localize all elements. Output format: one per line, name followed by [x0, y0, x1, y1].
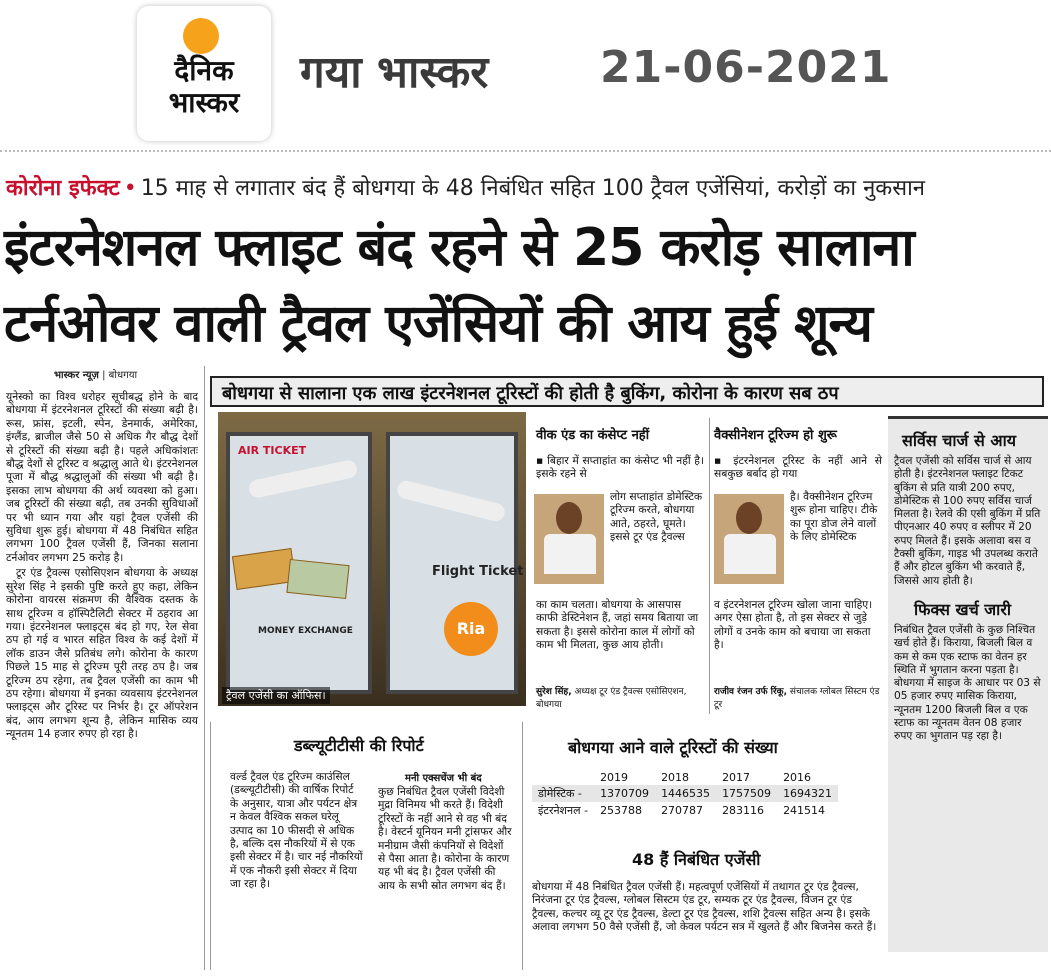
kicker — [6, 172, 925, 202]
cell: 253788 — [600, 804, 643, 817]
column-rule — [204, 366, 205, 970]
kicker-bullet: • — [123, 176, 137, 201]
cell: 241514 — [783, 804, 826, 817]
sidebar-box — [888, 416, 1048, 952]
column-rule — [709, 418, 710, 714]
registered-text: बोधगया में 48 निबंधित ट्रैवल एजेंसी हैं। महत्वपूर्ण एजेंसियों में तथागत टूर एंड ट्रैवल्स, निरंजना टूर एंड ट्रैवल्स, ग्लोबल सिस्टम एंड टूर, सम्यक टूर एंड ट्रैवल्स, विजन टूर एंड ट्रैवल्स, कल्चर व्यू टूर एंड ट्रैवल्स, डेल्टा टूर एंड ट्रैवल्स, शशि ट्रैवल्स सहित अन्य है। इसके अलावा लगभग 50 वैसे एजेंसी हैं, जो केवल पर्यटन सत्र में खुलते हैं और बिजनेस करते हैं। — [532, 880, 877, 934]
vaccine-name: राजीव रंजन उर्फ रिंकू, — [714, 687, 787, 697]
fixed-text: निबंधित ट्रैवल एजेंसी के कुछ निश्चित खर्च होते हैं। किराया, बिजली बिल व कम से कम एक स्टाफ का वेतन हर स्थिति में भुगतान करना पड़ता है। बोधगया में साइज के आधार पर 03 से 05 हजार रुपए मासिक किराया, न्यूनतम 1200 बिजली बिल व एक स्टाफ का न्यूनतम वेतन 08 हजार रुपए का भुगतान पड़ रहा है। — [894, 623, 1041, 743]
story-banner: बोधगया से सालाना एक लाख इंटरनेशनल टूरिस्टों की होती है बुकिंग, कोरोना के कारण सब ठप — [210, 376, 1044, 407]
table-row — [532, 785, 838, 802]
left-para1: यूनेस्को का विश्व धरोहर सूचीबद्ध होने के बाद बोधगया में इंटरनेशनल टूरिस्टों की संख्या बढ़ी है। रूस, फ्रांस, इटली, स्पेन, डेनमार्क, अमेरिका, इंग्लैंड, ब्राजील जैसे 50 से अधिक गैर बौद्ध देशों से टूरिस्टों की संख्या बढ़ी है। पहले अधिकांशतः बौद्ध देशों से टूरिस्ट व श्रद्धालु आते थे। इंटरनेशनल पूजा में बौद्ध श्रद्धालुओं की संख्या भी बढ़ी है। इसका लाभ बोधगया की अर्थ व्यवस्था को हुआ। जब टूरिस्टों की संख्या बढ़ी, तब उनकी सुविधाओं पर भी ध्यान गया और यहां ट्रैवल एजेंसी की सुविधा शुरू हुई। बोधगया में 48 निबंधित सहित लगभग 100 ट्रैवल एजेंसी हैं, जिनका सलाना टर्नओवर लगभग 25 करोड़ है। — [6, 390, 198, 564]
cell: 1694321 — [783, 787, 833, 800]
cell: 1757509 — [722, 787, 772, 800]
edition-date: 21-06-2021 — [600, 42, 892, 93]
registered-title: 48 हैं निबंधित एजेंसी — [632, 850, 761, 869]
photo-sign-flight-ticket: Flight Ticket — [432, 564, 524, 579]
rajiv-ranjan-photo — [714, 494, 784, 584]
vaccine-title: वैक्सीनेशन टूरिज्म हो शुरू — [714, 428, 837, 443]
wttc-title: डब्ल्यूटीटीसी की रिपोर्ट — [294, 736, 424, 755]
logo-line1: दैनिक — [174, 54, 234, 87]
column-rule — [522, 722, 523, 970]
photo-sign-money-exchange: MONEY EXCHANGE — [258, 626, 353, 636]
photo-sign-air-ticket: AIR TICKET — [238, 444, 307, 457]
suresh-singh-photo — [534, 494, 604, 584]
tourists-header-row — [532, 770, 838, 785]
headline-line2: टर्नओवर वाली ट्रैवल एजेंसियों की आय हुई शून्य — [4, 294, 872, 354]
bullet-icon: ▪ — [714, 454, 734, 467]
kicker-text: 15 माह से लगातार बंद हैं बोधगया के 48 निबंधित सहित 100 ट्रैवल एजेंसियां, करोड़ों का नुकसान — [140, 176, 925, 201]
photo-caption: ट्रैवल एजेंसी का ऑफिस। — [222, 687, 330, 704]
masthead-divider — [0, 150, 1051, 152]
kicker-label: कोरोना इफेक्ट — [6, 176, 120, 201]
cell: 283116 — [722, 804, 765, 817]
tourists-table — [532, 770, 838, 819]
photo-sign-ria: Ria — [444, 602, 498, 656]
fixed-title: फिक्स खर्च जारी — [914, 599, 1012, 619]
banknote-icon — [286, 559, 349, 599]
vaccine-wrap: है। वैक्सीनेशन टूरिज्म शुरू होना चाहिए। टीके का पूरा डोज लेने वालों के लिए डोमेस्टिक — [790, 490, 878, 544]
year-header: 2019 — [600, 771, 629, 784]
travel-agency-photo — [218, 412, 526, 706]
vaccine-rest: व इंटरनेशनल टूरिज्म खोला जाना चाहिए। अगर ऐसा होता है, तो इस सेक्टर से जुड़े लोगों व उनके काम को बचाया जा सकता है। — [714, 598, 873, 652]
service-title: सर्विस चार्ज से आय — [902, 431, 1017, 450]
photo-window-right — [386, 432, 518, 694]
weekend-wrap: लोग सप्ताहांत डोमेस्टिक टूरिज्म करते, बोधगया आते, ठहरते, घूमते। इससे टूर एंड ट्रैवल्स — [610, 490, 703, 544]
money-title: मनी एक्सचेंज भी बंद — [405, 773, 482, 784]
byline: भास्कर न्यूज़ | बोधगया — [54, 370, 138, 381]
vaccine-attribution — [714, 686, 882, 712]
year-header: 2016 — [783, 771, 812, 784]
left-column — [6, 390, 198, 970]
year-header: 2017 — [722, 771, 751, 784]
vaccine-role: संचालक ग्लोबल सिस्टम एंड टूर — [714, 687, 880, 710]
weekend-attribution — [536, 686, 704, 712]
weekend-intro — [536, 454, 704, 481]
sun-icon — [183, 18, 219, 54]
dainik-bhaskar-logo — [137, 6, 271, 141]
weekend-role: अध्यक्ष टूर एंड ट्रैवल्स एसोसिएशन, बोधगया — [536, 687, 687, 710]
headline-line1: इंटरनेशनल फ्लाइट बंद रहने से 25 करोड़ सालाना — [4, 218, 914, 278]
money-text: कुछ निबंधित ट्रैवल एजेंसी विदेशी मुद्रा विनिमय भी करते हैं। विदेशी टूरिस्टों के नहीं आने से वह भी बंद है। वेस्टर्न यूनियन मनी ट्रांसफर और मनीग्राम जैसी कंपनियों से विदेशों से पैसा आता है। कोरोना के कारण यह भी बंद है। ट्रैवल एजेंसी की आय के सभी स्रोत लगभग बंद हैं। — [378, 785, 512, 892]
tourists-title: बोधगया आने वाले टूरिस्टों की संख्या — [568, 738, 778, 757]
table-row — [532, 802, 838, 819]
byline-place: बोधगया — [108, 370, 138, 381]
wttc-text: वर्ल्ड ट्रैवल एंड टूरिज्म काउंसिल (डब्ल्यूटीटीसी) की वार्षिक रिपोर्ट के अनुसार, यात्रा और पर्यटन क्षेत्र न केवल वैश्विक सकल घरेलू उत्पाद का 10 फीसदी से अधिक है, बल्कि दस नौकरियों में से एक इसी सेक्टर में है। चार नई नौकरियों में एक नौकरी इसी सेक्टर में दिया जा रहा है। — [230, 770, 363, 891]
row-label: इंटरनेशनल - — [538, 804, 589, 817]
weekend-name: सुरेश सिंह, — [536, 687, 572, 697]
edition-title: गया भास्कर — [300, 47, 489, 98]
weekend-rest: का काम चलता। बोधगया के आसपास काफी डेस्टिनेशन हैं, जहां समय बिताया जा सकता है। इससे कोरोना काल में लोगों को काम भी मिलता, कुछ आय होती। — [536, 598, 699, 652]
service-text: ट्रैवल एजेंसी को सर्विस चार्ज से आय होती है। इंटरनेशनल फ्लाइट टिकट बुकिंग से प्रति यात्री 200 रुपए, डोमेस्टिक से 100 रुपए सर्विस चार्ज मिलता है। रेलवे की एसी बुकिंग में प्रति पीएनआर 40 रुपए व स्लीपर में 20 रुपए मिलते हैं। इसके अलावा बस व टैक्सी बुकिंग, गाइड भी उपलब्ध कराते हैं और होटल बुकिंग भी करवाते हैं, जिससे आय होती है। — [894, 455, 1041, 587]
left-para2: टूर एंड ट्रैवल्स एसोसिएशन बोधगया के अध्यक्ष सुरेश सिंह ने इसकी पुष्टि करते हुए कहा, लेकिन कोरोना वायरस संक्रमण की वैश्विक दस्तक के साथ टूरिज्म व हॉस्पिटैलिटी सेक्टर में ठहराव आ गया। इंटरनेशनल फ्लाइट्स बंद हो गए, रेल सेवा ठप हो गई व भारत सहित विश्व के कई देशों में लॉक डाउन जैसे प्रतिबंध लगे। कोरोना के कारण पिछले 15 माह से टूरिज्म पूरी तरह ठप है। जब टूरिज्म ठप रहेगा, तब ट्रैवल एजेंसी का काम भी ठप रहेगा। बोधगया में इनका व्यवसाय इंटरनेशनल फ्लाइट्स और टूरिस्ट पर निर्भर है। टूर ऑपरेशन बंद, आय लगभग शून्य है, लेकिन मासिक व्यय न्यूनतम 14 हजार रुपए हो रहा है। — [6, 566, 198, 741]
column-rule — [210, 722, 211, 970]
year-header: 2018 — [661, 771, 690, 784]
row-label: डोमेस्टिक - — [538, 787, 582, 800]
bullet-icon: ▪ — [536, 454, 548, 467]
vaccine-intro-text: इंटरनेशनल टूरिस्ट के नहीं आने से सबकुछ बर्बाद हो गया — [714, 454, 883, 481]
vaccine-intro — [714, 454, 882, 481]
byline-source: भास्कर न्यूज़ — [54, 370, 99, 381]
weekend-title: वीक एंड का कंसेप्ट नहीं — [536, 428, 650, 443]
cell: 1370709 — [600, 787, 650, 800]
logo-line2: भास्कर — [168, 86, 240, 119]
weekend-intro-text: बिहार में सप्ताहांत का कंसेप्ट भी नहीं है। इसके रहने से — [536, 454, 705, 481]
cell: 270787 — [661, 804, 704, 817]
cell: 1446535 — [661, 787, 711, 800]
